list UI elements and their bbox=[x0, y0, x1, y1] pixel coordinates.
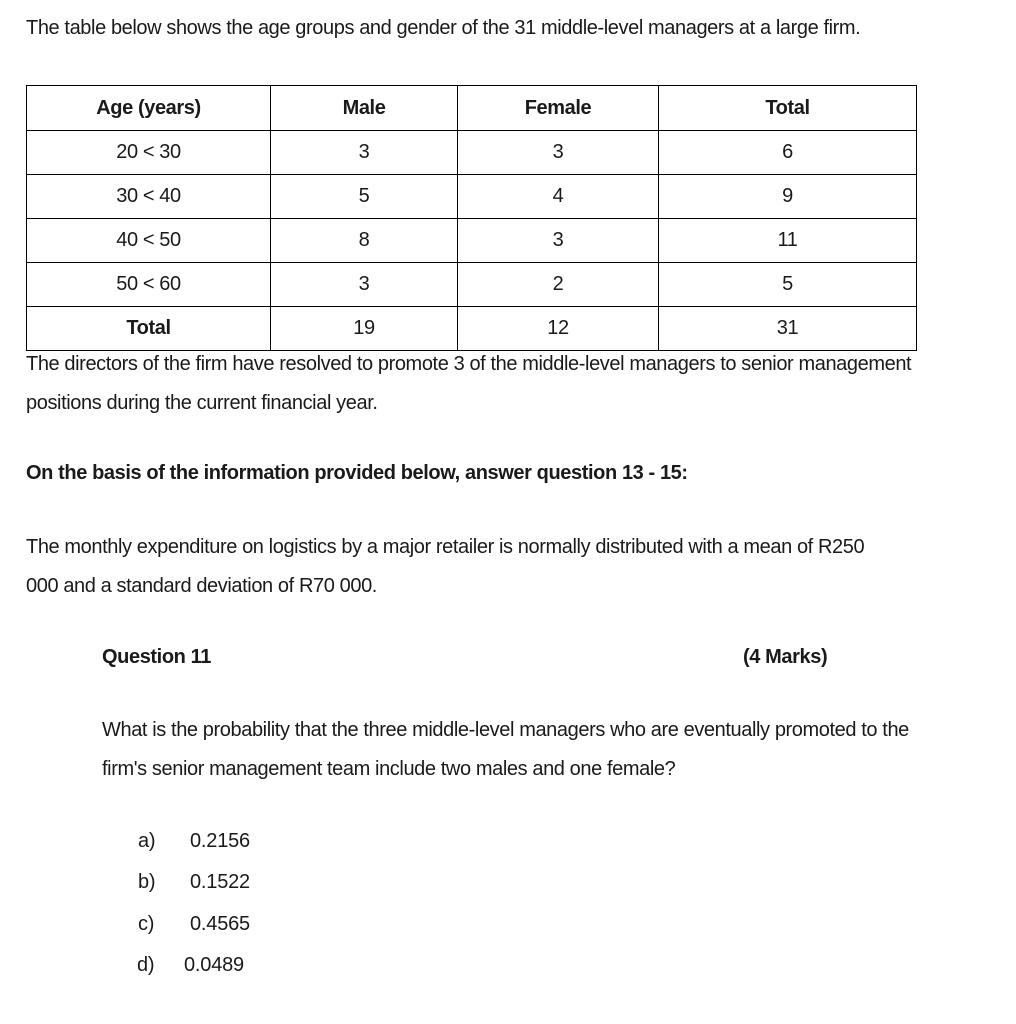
cell-age: 50 < 60 bbox=[27, 263, 271, 307]
instruction-heading: On the basis of the information provided below, answer question 13 - 15: bbox=[26, 462, 688, 484]
table-row bbox=[27, 175, 917, 219]
cell-total: 11 bbox=[659, 219, 917, 263]
table-row bbox=[27, 131, 917, 175]
age-gender-table bbox=[26, 85, 917, 351]
cell-male: 5 bbox=[271, 175, 458, 219]
table-total-row bbox=[27, 307, 917, 351]
header-age: Age (years) bbox=[27, 86, 271, 131]
cell-male-total: 19 bbox=[271, 307, 458, 351]
option-value: 0.1522 bbox=[190, 871, 250, 893]
cell-total: 9 bbox=[659, 175, 917, 219]
option-letter: a) bbox=[138, 830, 156, 852]
question-marks: (4 Marks) bbox=[743, 646, 828, 668]
option-letter: c) bbox=[138, 913, 155, 935]
option-value: 0.2156 bbox=[190, 830, 250, 852]
table-row bbox=[27, 263, 917, 307]
cell-age: 40 < 50 bbox=[27, 219, 271, 263]
cell-female: 2 bbox=[458, 263, 659, 307]
option-letter: d) bbox=[137, 954, 155, 976]
cell-total-label: Total bbox=[27, 307, 271, 351]
option-letter: b) bbox=[138, 871, 156, 893]
cell-total: 6 bbox=[659, 131, 917, 175]
cell-male: 8 bbox=[271, 219, 458, 263]
cell-age: 30 < 40 bbox=[27, 175, 271, 219]
cell-total: 5 bbox=[659, 263, 917, 307]
header-male: Male bbox=[271, 86, 458, 131]
cell-male: 3 bbox=[271, 263, 458, 307]
header-total: Total bbox=[659, 86, 917, 131]
promotion-text-line1: The directors of the firm have resolved to promote 3 of the middle-level managers to senior management bbox=[26, 353, 912, 375]
cell-female: 3 bbox=[458, 131, 659, 175]
question-text-line1: What is the probability that the three middle-level managers who are eventually promoted to the bbox=[102, 719, 909, 741]
question-text-line2: firm's senior management team include two males and one female? bbox=[102, 758, 676, 780]
option-value: 0.0489 bbox=[184, 954, 244, 976]
cell-grand-total: 31 bbox=[659, 307, 917, 351]
cell-male: 3 bbox=[271, 131, 458, 175]
context-line1: The monthly expenditure on logistics by a major retailer is normally distributed with a mean of R250 bbox=[26, 536, 865, 558]
cell-female: 3 bbox=[458, 219, 659, 263]
context-line2: 000 and a standard deviation of R70 000. bbox=[26, 575, 377, 597]
cell-age: 20 < 30 bbox=[27, 131, 271, 175]
cell-female: 4 bbox=[458, 175, 659, 219]
cell-female-total: 12 bbox=[458, 307, 659, 351]
table-row bbox=[27, 219, 917, 263]
question-title: Question 11 bbox=[102, 646, 211, 668]
table-header-row bbox=[27, 86, 917, 131]
promotion-text-line2: positions during the current financial year. bbox=[26, 392, 378, 414]
option-value: 0.4565 bbox=[190, 913, 250, 935]
intro-text: The table below shows the age groups and gender of the 31 middle-level managers at a large firm. bbox=[26, 17, 861, 39]
header-female: Female bbox=[458, 86, 659, 131]
